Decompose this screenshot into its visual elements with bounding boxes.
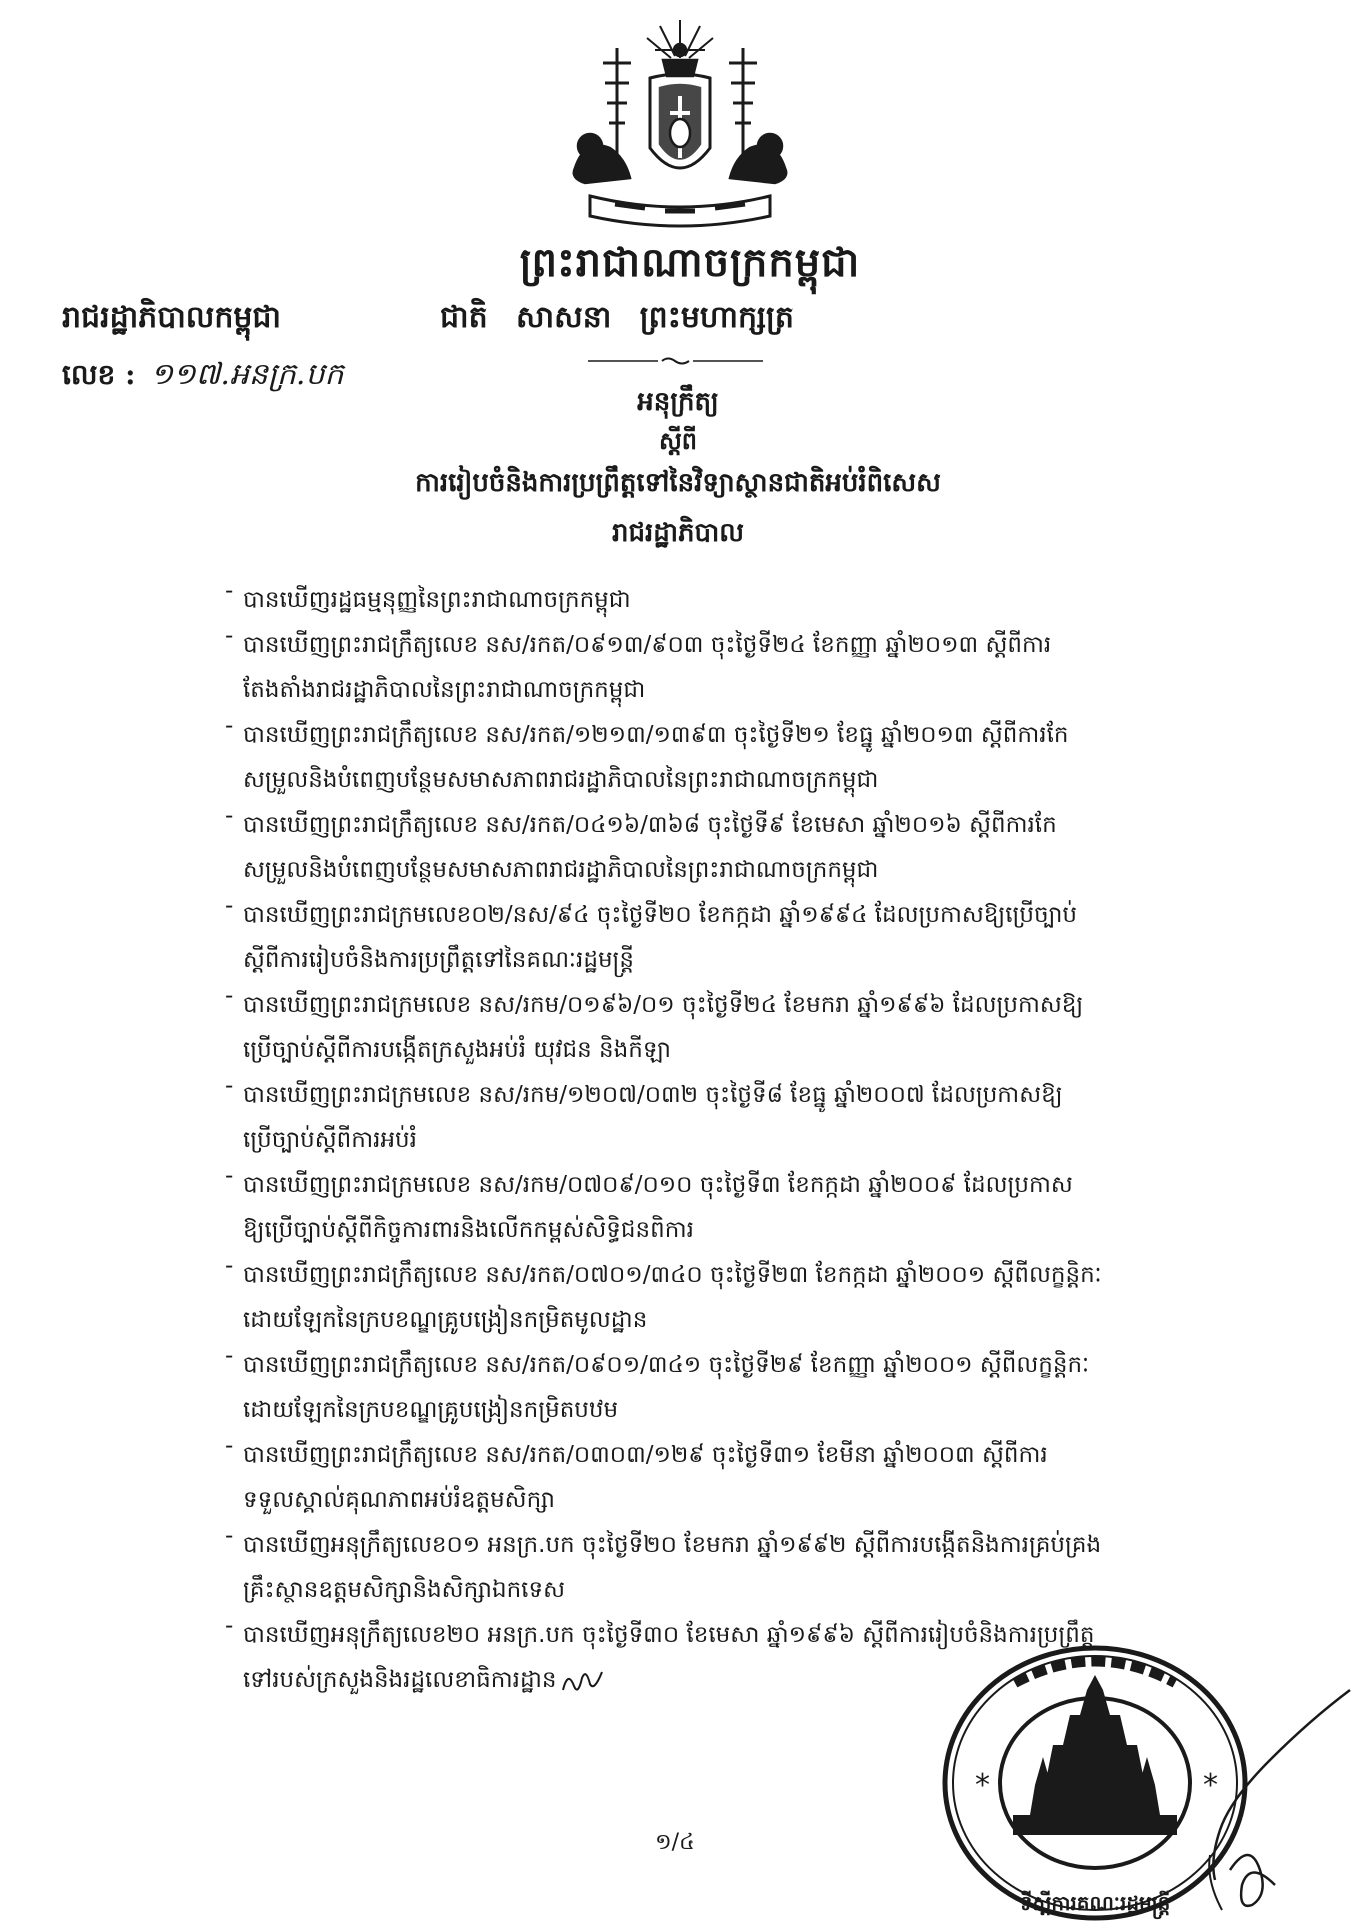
page-number: ១/៤ — [655, 1830, 695, 1855]
document-number-value: ១១៧.អនក្រ.បក — [150, 357, 344, 392]
issuing-authority: រាជរដ្ឋាភិបាល — [611, 518, 745, 548]
list-item-line: សម្រួលនិងបំពេញបន្ថែមសមាសភាពរាជរដ្ឋាភិបាលនៃព្រះរាជាណាចក្រកម្ពុជា — [243, 767, 879, 793]
list-item-line: បានឃើញអនុក្រឹត្យលេខ០១ អនក្រ.បក ចុះថ្ងៃទី២០ ខែមករា ឆ្នាំ១៩៩២ ស្តីពីការបង្កើតនិងការគ្រប់គ្រង — [243, 1532, 1102, 1558]
list-item-line: បានឃើញព្រះរាជក្រមលេខ នស/រកម/០៧០៩/០១០ ចុះថ្ងៃទី៣ ខែកក្កដា ឆ្នាំ២០០៩ ដែលប្រកាស — [243, 1172, 1073, 1198]
bullet-dash: - — [225, 803, 234, 829]
list-item — [225, 1343, 1235, 1433]
list-item-line: បានឃើញរដ្ឋធម្មនុញ្ញនៃព្រះរាជាណាចក្រកម្ពុជា — [243, 587, 631, 613]
bullet-dash: - — [225, 1073, 234, 1099]
list-item — [225, 1253, 1235, 1343]
list-item-line: បានឃើញព្រះរាជក្រឹត្យលេខ នស/រកត/០៩១៣/៩០៣ ចុះថ្ងៃទី២៤ ខែកញ្ញា ឆ្នាំ២០១៣ ស្តីពីការ — [243, 632, 1052, 658]
title-about: ស្តីពី — [658, 426, 698, 455]
svg-text:*: * — [1203, 1768, 1218, 1803]
bullet-dash: - — [225, 623, 234, 649]
list-item-line: ដោយឡែកនៃក្របខណ្ឌគ្រូបង្រៀនកម្រិតមូលដ្ឋាន — [243, 1307, 648, 1333]
handwritten-signature — [1110, 1680, 1356, 1920]
list-item-line-text: ទៅរបស់ក្រសួងនិងរដ្ឋលេខាធិការដ្ឋាន — [243, 1667, 557, 1693]
list-item-line: ដោយឡែកនៃក្របខណ្ឌគ្រូបង្រៀនកម្រិតបឋម — [243, 1397, 619, 1423]
list-item-line: បានឃើញព្រះរាជក្រឹត្យលេខ នស/រកត/០៩០១/៣៤១ ចុះថ្ងៃទី២៩ ខែកញ្ញា ឆ្នាំ២០០១ ស្តីពីលក្ខន្តិកៈ — [243, 1352, 1090, 1378]
list-item — [225, 1163, 1235, 1253]
ornamental-divider — [588, 356, 763, 366]
kingdom-title: ព្រះរាជាណាចក្រកម្ពុជា — [519, 239, 861, 286]
handwritten-initials — [560, 1666, 606, 1696]
list-item-line: បានឃើញព្រះរាជក្រឹត្យលេខ នស/រកត/០៤១៦/៣៦៨ ចុះថ្ងៃទី៩ ខែមេសា ឆ្នាំ២០១៦ ស្តីពីការកែ — [243, 812, 1057, 838]
document-type: អនុក្រឹត្យ — [637, 387, 719, 417]
list-item-line: តែងតាំងរាជរដ្ឋាភិបាលនៃព្រះរាជាណាចក្រកម្ពុជា — [243, 677, 646, 703]
bullet-dash: - — [225, 983, 234, 1009]
royal-coat-of-arms-emblem — [555, 18, 805, 233]
bullet-dash: - — [225, 1343, 234, 1369]
bullet-dash: - — [225, 1253, 234, 1279]
list-item-line: បានឃើញអនុក្រឹត្យលេខ២០ អនក្រ.បក ចុះថ្ងៃទី៣០ ខែមេសា ឆ្នាំ១៩៩៦ ស្តីពីការរៀបចំនិងការប្រព្រឹត្ត — [243, 1622, 1095, 1648]
list-item-line: បានឃើញព្រះរាជក្រមលេខ០២/នស/៩៤ ចុះថ្ងៃទី២០ ខែកក្កដា ឆ្នាំ១៩៩៤ ដែលប្រកាសឱ្យប្រើច្បាប់ — [243, 902, 1078, 928]
list-item — [225, 713, 1235, 803]
bullet-dash: - — [225, 578, 234, 604]
list-item — [225, 623, 1235, 713]
list-item-line: គ្រឹះស្ថានឧត្តមសិក្សានិងសិក្សាឯកទេស — [243, 1577, 565, 1603]
list-item-line: ទទួលស្គាល់គុណភាពអប់រំឧត្តមសិក្សា — [243, 1487, 555, 1513]
bullet-dash: - — [225, 1613, 234, 1639]
list-item-line: ឱ្យប្រើច្បាប់ស្តីពីកិច្ចការពារនិងលើកកម្ពស់សិទ្ធិជនពិការ — [243, 1217, 694, 1243]
list-item-line: បានឃើញព្រះរាជក្រមលេខ នស/រកម/១២០៧/០៣២ ចុះថ្ងៃទី៨ ខែធ្នូ ឆ្នាំ២០០៧ ដែលប្រកាសឱ្យ — [243, 1082, 1063, 1108]
list-item — [225, 1073, 1235, 1163]
bullet-dash: - — [225, 1433, 234, 1459]
bullet-dash: - — [225, 1523, 234, 1549]
government-name: រាជរដ្ឋាភិបាលកម្ពុជា — [62, 300, 281, 335]
list-item-line: ប្រើច្បាប់ស្តីពីការបង្កើតក្រសួងអប់រំ យុវជន និងកីឡា — [243, 1037, 671, 1063]
seal-text: ទីស្តីការគណៈរដ្ឋមន្ត្រី — [1019, 1891, 1171, 1915]
list-item-line: សម្រួលនិងបំពេញបន្ថែមសមាសភាពរាជរដ្ឋាភិបាលនៃព្រះរាជាណាចក្រកម្ពុជា — [243, 857, 879, 883]
bullet-dash: - — [225, 1163, 234, 1189]
list-item-line: បានឃើញព្រះរាជក្រឹត្យលេខ នស/រកត/០៧០១/៣៤០ ចុះថ្ងៃទី២៣ ខែកក្កដា ឆ្នាំ២០០១ ស្តីពីលក្ខន្តិកៈ — [243, 1262, 1102, 1288]
document-number-label: លេខ : — [62, 358, 136, 391]
list-item — [225, 983, 1235, 1073]
national-motto: ជាតិ សាសនា ព្រះមហាក្សត្រ — [440, 300, 794, 335]
legal-references-list — [225, 578, 1235, 1703]
bullet-dash: - — [225, 893, 234, 919]
list-item — [225, 1433, 1235, 1523]
list-item-line: ស្តីពីការរៀបចំនិងការប្រព្រឹត្តទៅនៃគណៈរដ្ឋមន្ត្រី — [243, 947, 634, 973]
document-subject: ការរៀបចំនិងការប្រព្រឹត្តទៅនៃវិទ្យាស្ថានជាតិអប់រំពិសេស — [415, 468, 941, 498]
svg-text:*: * — [975, 1768, 990, 1803]
bullet-dash: - — [225, 713, 234, 739]
list-item-line: បានឃើញព្រះរាជក្រឹត្យលេខ នស/រកត/០៣០៣/១២៩ ចុះថ្ងៃទី៣១ ខែមីនា ឆ្នាំ២០០៣ ស្តីពីការ — [243, 1442, 1048, 1468]
list-item — [225, 1523, 1235, 1613]
list-item — [225, 893, 1235, 983]
list-item-line: បានឃើញព្រះរាជក្រឹត្យលេខ នស/រកត/១២១៣/១៣៩៣ ចុះថ្ងៃទី២១ ខែធ្នូ ឆ្នាំ២០១៣ ស្តីពីការកែ — [243, 722, 1069, 748]
list-item-line: ប្រើច្បាប់ស្តីពីការអប់រំ — [243, 1127, 417, 1153]
list-item-line: បានឃើញព្រះរាជក្រមលេខ នស/រកម/០១៩៦/០១ ចុះថ្ងៃទី២៤ ខែមករា ឆ្នាំ១៩៩៦ ដែលប្រកាសឱ្យ — [243, 992, 1084, 1018]
list-item — [225, 578, 1235, 623]
list-item — [225, 803, 1235, 893]
